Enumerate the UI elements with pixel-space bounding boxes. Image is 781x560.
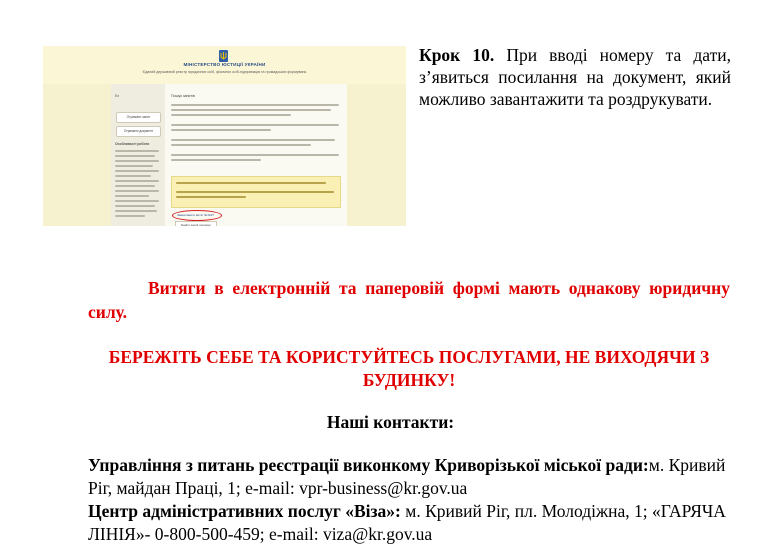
screenshot-find-other-button: Знайти інший документ <box>175 221 217 226</box>
step-description <box>419 44 731 110</box>
screenshot-text-line <box>115 165 153 167</box>
screenshot-text-line <box>171 104 339 106</box>
embedded-screenshot <box>43 46 406 226</box>
screenshot-text-line <box>171 159 261 161</box>
screenshot-text-line <box>115 195 149 197</box>
screenshot-text-line <box>176 196 246 198</box>
screenshot-text-line <box>115 180 159 182</box>
contacts-heading: Наші контакти: <box>326 412 455 432</box>
screenshot-text-line <box>171 139 335 141</box>
org1-details: м. Кривий Ріг, майдан Праці, 1; e-mail: vpr-business@kr.gov.ua <box>88 455 726 498</box>
screenshot-text-line <box>115 205 155 207</box>
screenshot-get-request-button: Отримати запит <box>116 112 161 123</box>
screenshot-text-line <box>171 129 271 131</box>
screenshot-sidebar-header: Ел <box>115 94 120 98</box>
screenshot-warning-box <box>171 176 341 208</box>
screenshot-text-line <box>115 155 155 157</box>
screenshot-panel <box>111 84 347 226</box>
screenshot-text-line <box>176 182 326 184</box>
screenshot-text-line <box>171 144 311 146</box>
screenshot-text-line <box>171 109 331 111</box>
screenshot-text-line <box>115 190 159 192</box>
screenshot-text-line <box>115 210 157 212</box>
screenshot-text-line <box>171 154 339 156</box>
screenshot-download-link: Завантажити витяг №1027 <box>177 213 215 217</box>
screenshot-sidebar <box>111 84 165 226</box>
screenshot-ministry-title: МІНІСТЕРСТВО ЮСТИЦІЇ УКРАЇНИ <box>183 62 266 67</box>
org2-details: м. Кривий Ріг, пл. Молодіжна, 1; «ГАРЯЧА ЛІНІЯ»- 0-800-500-459; e-mail: viza@kr.gov.ua <box>88 501 726 544</box>
screenshot-text-line <box>176 191 334 193</box>
contacts-block <box>88 454 748 546</box>
screenshot-text-line <box>115 215 145 217</box>
trident-icon <box>219 50 228 62</box>
screenshot-text-line <box>115 150 159 152</box>
step-text: При вводі номеру та дати, з’явиться посилання на документ, який можливо завантажити та роздрукувати. <box>419 45 731 109</box>
screenshot-text-line <box>115 170 159 172</box>
screenshot-text-line <box>115 200 159 202</box>
screenshot-features-label: Особливості роботи <box>115 142 150 146</box>
stay-home-banner: БЕРЕЖІТЬ СЕБЕ ТА КОРИСТУЙТЕСЬ ПОСЛУГАМИ, НЕ ВИХОДЯЧИ З БУДИНКУ! <box>108 347 710 390</box>
screenshot-text-line <box>115 175 151 177</box>
screenshot-text-line <box>115 185 155 187</box>
org1-name: Управління з питань реєстрації виконкому Криворізької міської ради: <box>88 455 649 475</box>
screenshot-subtitle: Єдиний державний реєстр юридичних осіб, фізичних осіб-підприємців та громадських формувань <box>142 70 307 74</box>
legal-force-note: Витяги в електронній та паперовій формі мають однакову юридичну силу. <box>88 278 730 322</box>
step-label: Крок 10. <box>419 45 495 65</box>
screenshot-text-line <box>115 160 159 162</box>
screenshot-main-title: Пошук запитів <box>171 94 195 98</box>
screenshot-get-document-button: Отримати документ <box>116 126 161 137</box>
screenshot-header <box>43 46 406 84</box>
screenshot-text-line <box>171 114 291 116</box>
org2-name: Центр адміністративних послуг «Віза»: <box>88 501 401 521</box>
screenshot-text-line <box>171 124 339 126</box>
